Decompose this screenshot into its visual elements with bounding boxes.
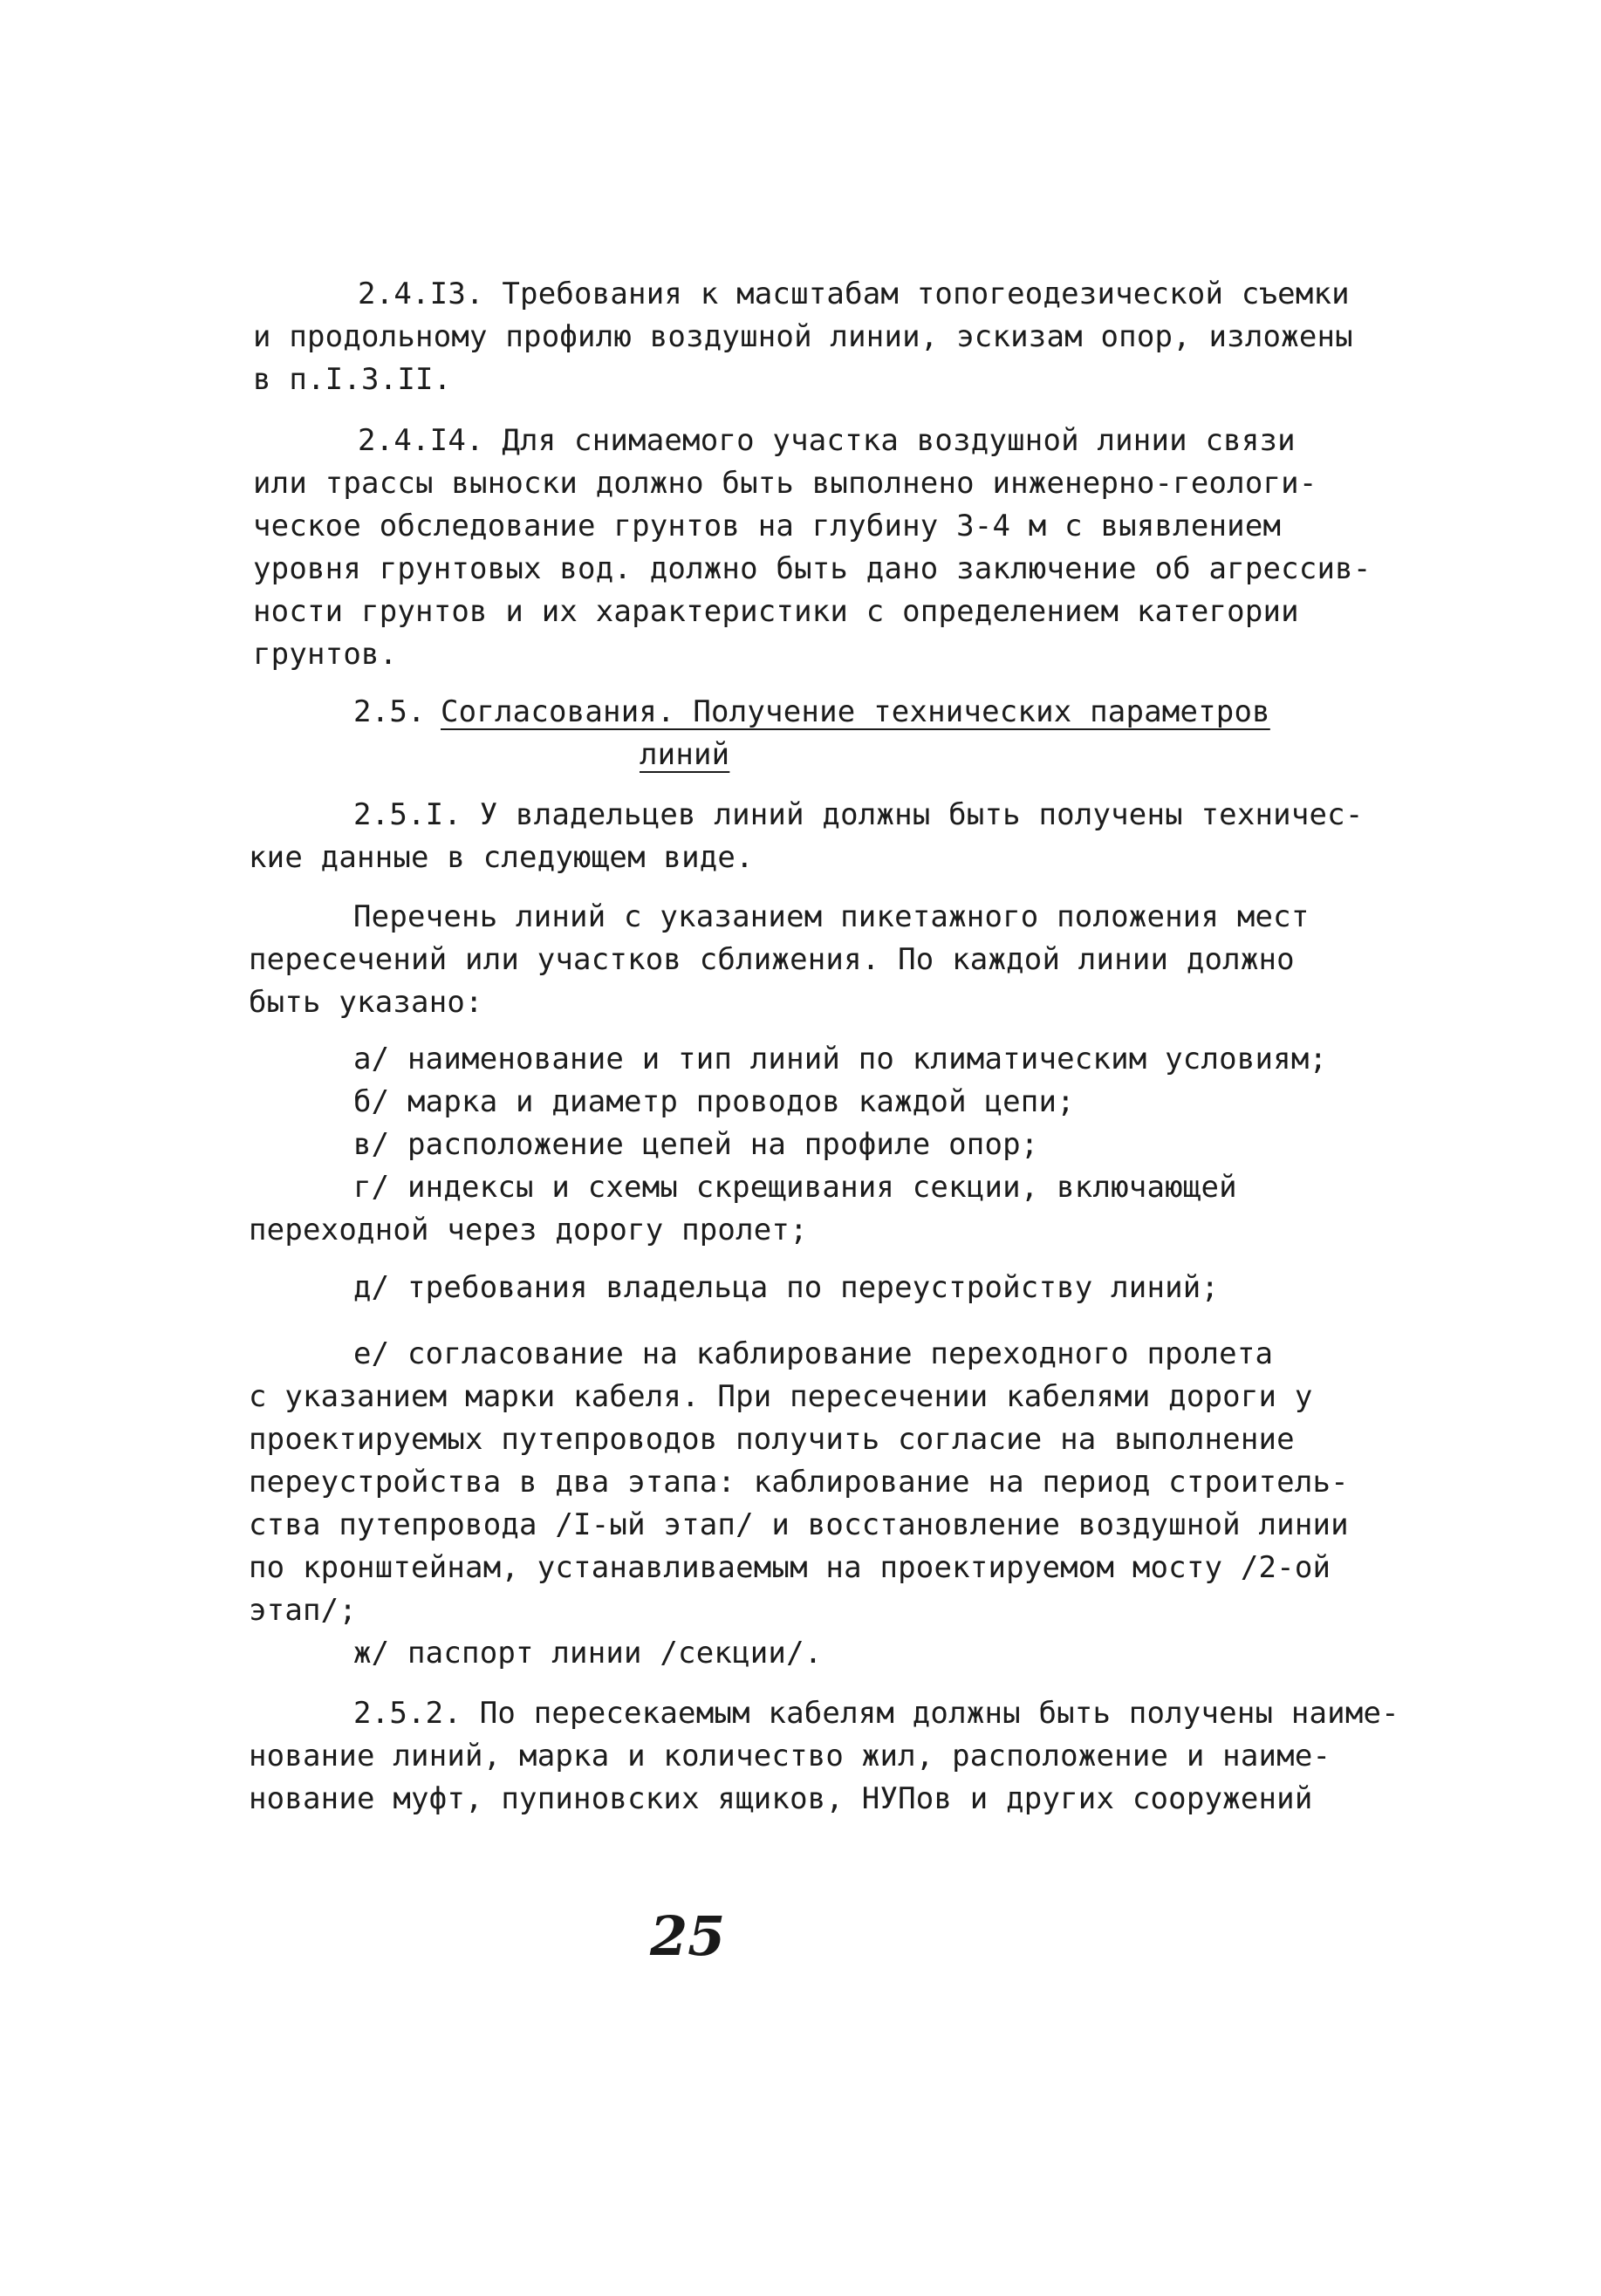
list-item-e-line-6: по кронштейнам, устанавливаемым на проектируемом мосту /2-ой bbox=[249, 1550, 1331, 1585]
list-item-zh: ж/ паспорт линии /секции/. bbox=[353, 1636, 823, 1671]
paragraph-2-4-14-line-1: 2.4.I4. Для снимаемого участка воздушной линии связи bbox=[358, 423, 1296, 458]
list-item-e-line-5: ства путепровода /I-ый этап/ и восстановление воздушной линии bbox=[249, 1507, 1349, 1542]
paragraph-2-5-1-line-2: кие данные в следующем виде. bbox=[249, 840, 754, 875]
paragraph-2-5-1-line-1: 2.5.I. У владельцев линий должны быть получены техничес- bbox=[353, 797, 1364, 832]
section-title-line-2: линий bbox=[640, 737, 730, 772]
paragraph-2-4-14-line-6: грунтов. bbox=[253, 637, 398, 672]
list-item-e-line-2: с указанием марки кабеля. При пересечении кабелями дороги у bbox=[249, 1379, 1313, 1414]
paragraph-2-4-14-line-2: или трассы выноски должно быть выполнено инженерно-геологи- bbox=[253, 466, 1317, 501]
list-item-v: в/ расположение цепей на профиле опор; bbox=[353, 1127, 1039, 1162]
list-item-g-line-2: переходной через дорогу пролет; bbox=[249, 1213, 808, 1247]
list-item-e-line-4: переустройства в два этапа: каблирование на период строитель- bbox=[249, 1465, 1349, 1500]
list-intro-line-2: пересечений или участков сближения. По каждой линии должно bbox=[249, 942, 1295, 977]
page-number: 25 bbox=[650, 1904, 726, 1968]
paragraph-2-4-13-line-3: в п.I.3.II. bbox=[253, 362, 452, 397]
paragraph-2-4-14-line-5: ности грунтов и их характеристики с определением категории bbox=[253, 594, 1299, 629]
list-item-a: а/ наименование и тип линий по климатическим условиям; bbox=[353, 1042, 1328, 1076]
list-item-d: д/ требования владельца по переустройству линий; bbox=[353, 1270, 1220, 1305]
paragraph-2-4-13-line-2: и продольному профилю воздушной линии, эскизам опор, изложены bbox=[253, 319, 1353, 354]
list-intro-line-3: быть указано: bbox=[249, 985, 483, 1020]
list-intro-line-1: Перечень линий с указанием пикетажного положения мест bbox=[353, 899, 1310, 934]
section-number: 2.5. bbox=[353, 694, 426, 729]
paragraph-2-4-14-line-3: ческое обследование грунтов на глубину 3-4 м с выявлением bbox=[253, 509, 1282, 543]
paragraph-2-4-14-line-4: уровня грунтовых вод. должно быть дано заключение об агрессив- bbox=[253, 551, 1372, 586]
list-item-e-line-3: проектируемых путепроводов получить согласие на выполнение bbox=[249, 1422, 1295, 1457]
paragraph-2-5-2-line-1: 2.5.2. По пересекаемым кабелям должны быть получены наиме- bbox=[353, 1696, 1399, 1731]
list-item-g-line-1: г/ индексы и схемы скрещивания секции, включающей bbox=[353, 1170, 1237, 1205]
list-item-b: б/ марка и диаметр проводов каждой цепи; bbox=[353, 1084, 1075, 1119]
list-item-e-line-1: е/ согласование на каблирование переходного пролета bbox=[353, 1336, 1274, 1371]
section-title-line-1: Согласования. Получение технических параметров bbox=[441, 694, 1270, 729]
paragraph-2-4-13-line-1: 2.4.I3. Требования к масштабам топогеодезической съемки bbox=[358, 277, 1350, 311]
list-item-e-line-7: этап/; bbox=[249, 1593, 358, 1628]
paragraph-2-5-2-line-2: нование линий, марка и количество жил, расположение и наиме- bbox=[249, 1739, 1331, 1773]
paragraph-2-5-2-line-3: нование муфт, пупиновских ящиков, НУПов и других сооружений bbox=[249, 1781, 1313, 1816]
